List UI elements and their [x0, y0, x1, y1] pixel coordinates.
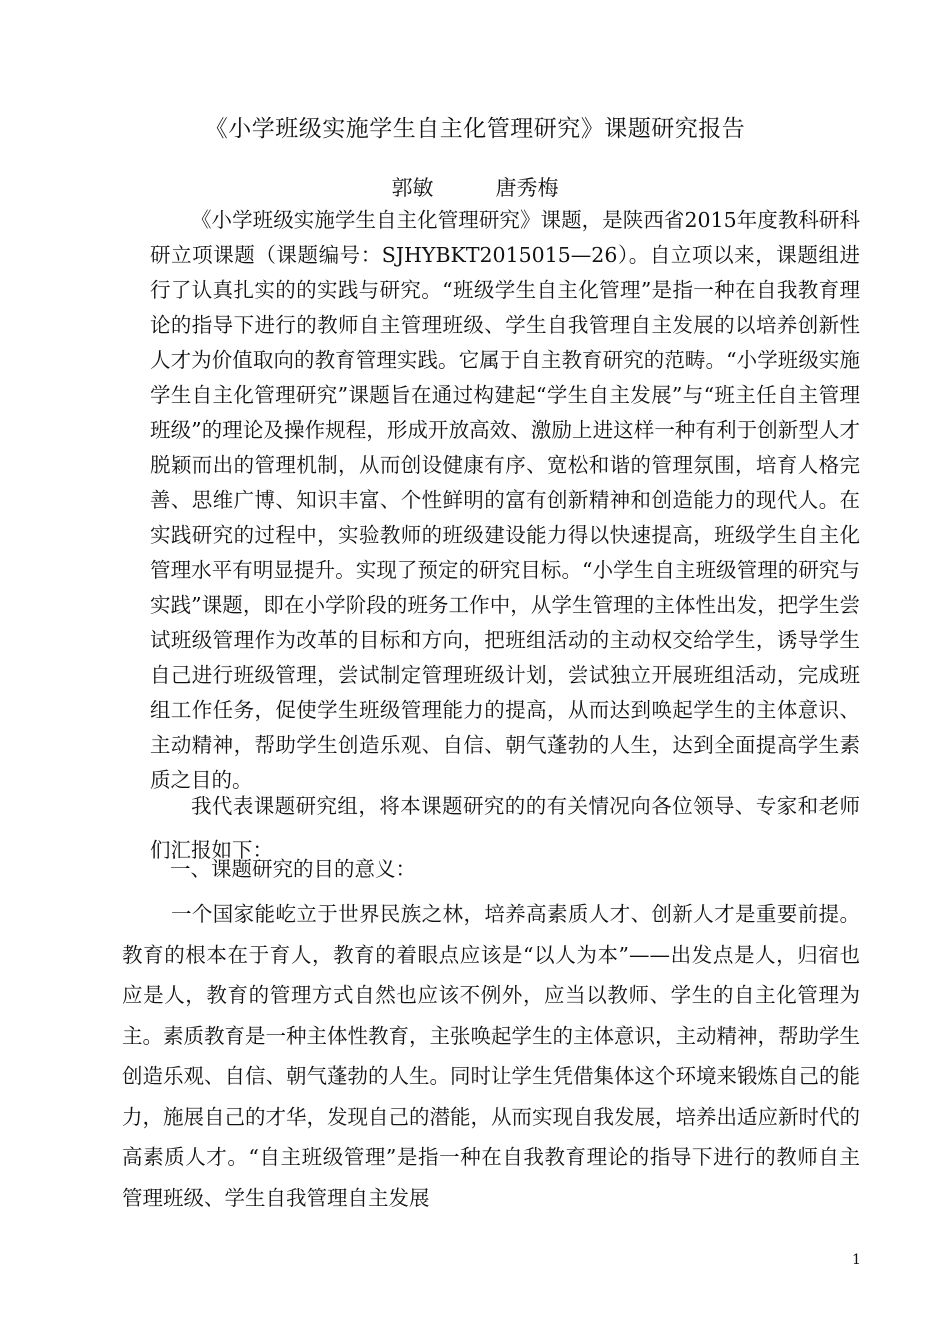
section-heading: 一、课题研究的目的意义： [170, 857, 416, 881]
author-name: 唐秀梅 [495, 176, 559, 200]
page-number: 1 [852, 1252, 861, 1268]
author-name: 郭敏 [391, 176, 434, 200]
purpose-paragraph: 一个国家能屹立于世界民族之林，培养高素质人才、创新人才是重要前提。教育的根本在于育人，教育的着眼点应该是“以人为本”——出发点是人，归宿也应是人，教育的管理方式自然也应该不例外，应当以教师、学生的自主化管理为主。素质教育是一种主体性教育，主张唤起学生的主体意识，主动精神，帮助学生创造乐观、自信、朝气蓬勃的人生。同时让学生凭借集体这个环境来锻炼自己的能力，施展自己的才华，发现自己的潜能，从而实现自我发展，培养出适应新时代的高素质人才。“自主班级管理”是指一种在自我教育理论的指导下进行的教师自主管理班级、学生自我管理自主发展 [122, 902, 860, 1210]
intro-paragraph: 《小学班级实施学生自主化管理研究》课题，是陕西省2015年度教科研科研立项课题（课题编号：SJHYBKT2015015—26）。自立项以来，课题组进行了认真扎实的的实践与研究。“班级学生自主化管理”是指一种在自我教育理论的指导下进行的教师自主管理班级、学生自我管理自主发展的以培养创新性人才为价值取向的教育管理实践。它属于自主教育研究的范畴。“小学班级实施学生自主化管理研究”课题旨在通过构建起“学生自主发展”与“班主任自主管理班级”的理论及操作规程，形成开放高效、激励上进这样一种有利于创新型人才脱颖而出的管理机制，从而创设健康有序、宽松和谐的管理氛围，培育人格完善、思维广博、知识丰富、个性鲜明的富有创新精神和创造能力的现代人。在实践研究的过程中，实验教师的班级建设能力得以快速提高，班级学生自主化管理水平有明显提升。实现了预定的研究目标。“小学生自主班级管理的研究与实践”课题，即在小学阶段的班务工作中，从学生管理的主体性出发，把学生尝试班级管理作为改革的目标和方向，把班组活动的主动权交给学生，诱导学生自己进行班级管理，尝试制定管理班级计划，尝试独立开展班组活动，完成班组工作任务，促使学生班级管理能力的提高，从而达到唤起学生的主体意识、主动精神，帮助学生创造乐观、自信、朝气蓬勃的人生，达到全面提高学生素质之目的。 [150, 208, 860, 792]
document-title: 《小学班级实施学生自主化管理研究》课题研究报告 [204, 116, 746, 142]
author-line [0, 172, 950, 202]
report-paragraph: 我代表课题研究组，将本课题研究的的有关情况向各位领导、专家和老师们汇报如下： [150, 794, 860, 862]
